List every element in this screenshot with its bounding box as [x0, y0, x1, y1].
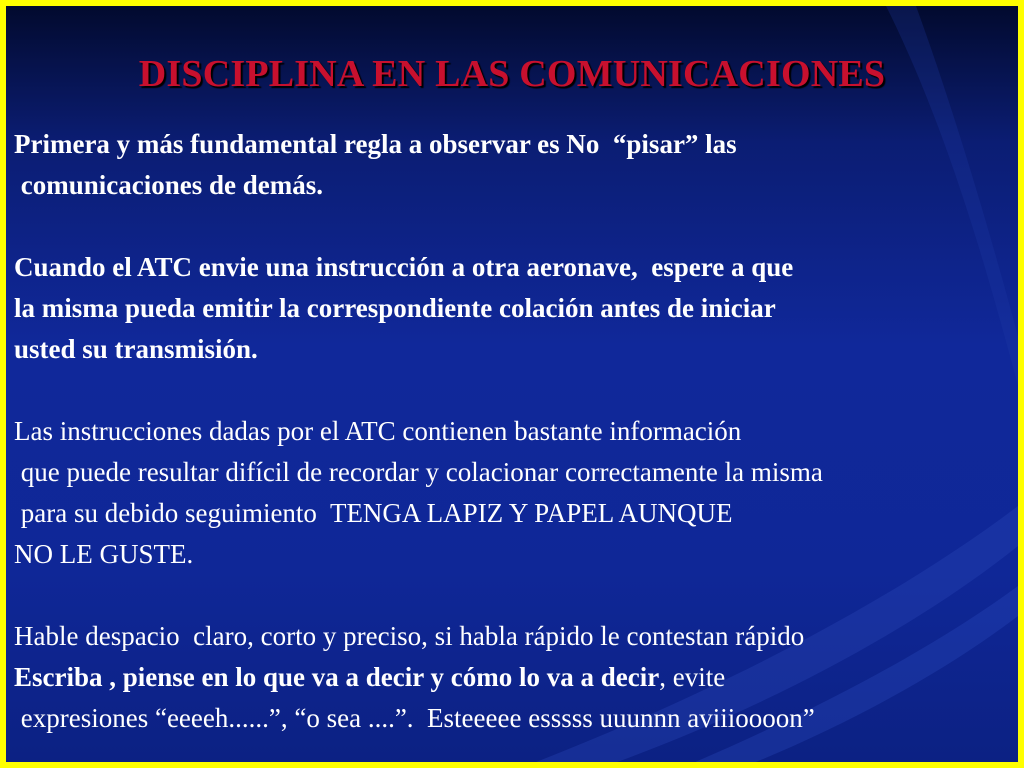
slide — [6, 6, 1018, 762]
paragraph-4-line-2 — [14, 657, 1014, 698]
paragraph-3-line-1: Las instrucciones dadas por el ATC contienen bastante información — [14, 416, 742, 446]
paragraph-4-line-3: expresiones “eeeeh......”, “o sea ....”. Esteeeee esssss uuunnn aviiioooon” — [14, 703, 815, 733]
paragraph-spacer — [14, 370, 1014, 411]
paragraph-3-line-4: NO LE GUSTE. — [14, 539, 194, 569]
paragraph-3-line-2: que puede resultar difícil de recordar y colacionar correctamente la misma — [14, 457, 823, 487]
paragraph-2-line-2: la misma pueda emitir la correspondiente colación antes de iniciar — [14, 293, 776, 323]
slide-body — [14, 124, 1014, 739]
paragraph-spacer — [14, 206, 1014, 247]
paragraph-1-line-2: comunicaciones de demás. — [14, 170, 323, 200]
paragraph-3-line-3: para su debido seguimiento TENGA LAPIZ Y PAPEL AUNQUE — [14, 498, 733, 528]
slide-title: DISCIPLINA EN LAS COMUNICACIONES — [138, 53, 886, 95]
paragraph-1-line-1: Primera y más fundamental regla a observar es No “pisar” las — [14, 129, 737, 159]
paragraph-2-line-3: usted su transmisión. — [14, 334, 258, 364]
paragraph-spacer — [14, 575, 1014, 616]
paragraph-4-regular-text: , evite — [659, 662, 726, 692]
paragraph-2-line-1: Cuando el ATC envie una instrucción a otra aeronave, espere a que — [14, 252, 794, 282]
paragraph-4-line-1: Hable despacio claro, corto y preciso, si habla rápido le contestan rápido — [14, 621, 805, 651]
paragraph-4-bold-text: Escriba , piense en lo que va a decir y cómo lo va a decir — [14, 662, 660, 692]
